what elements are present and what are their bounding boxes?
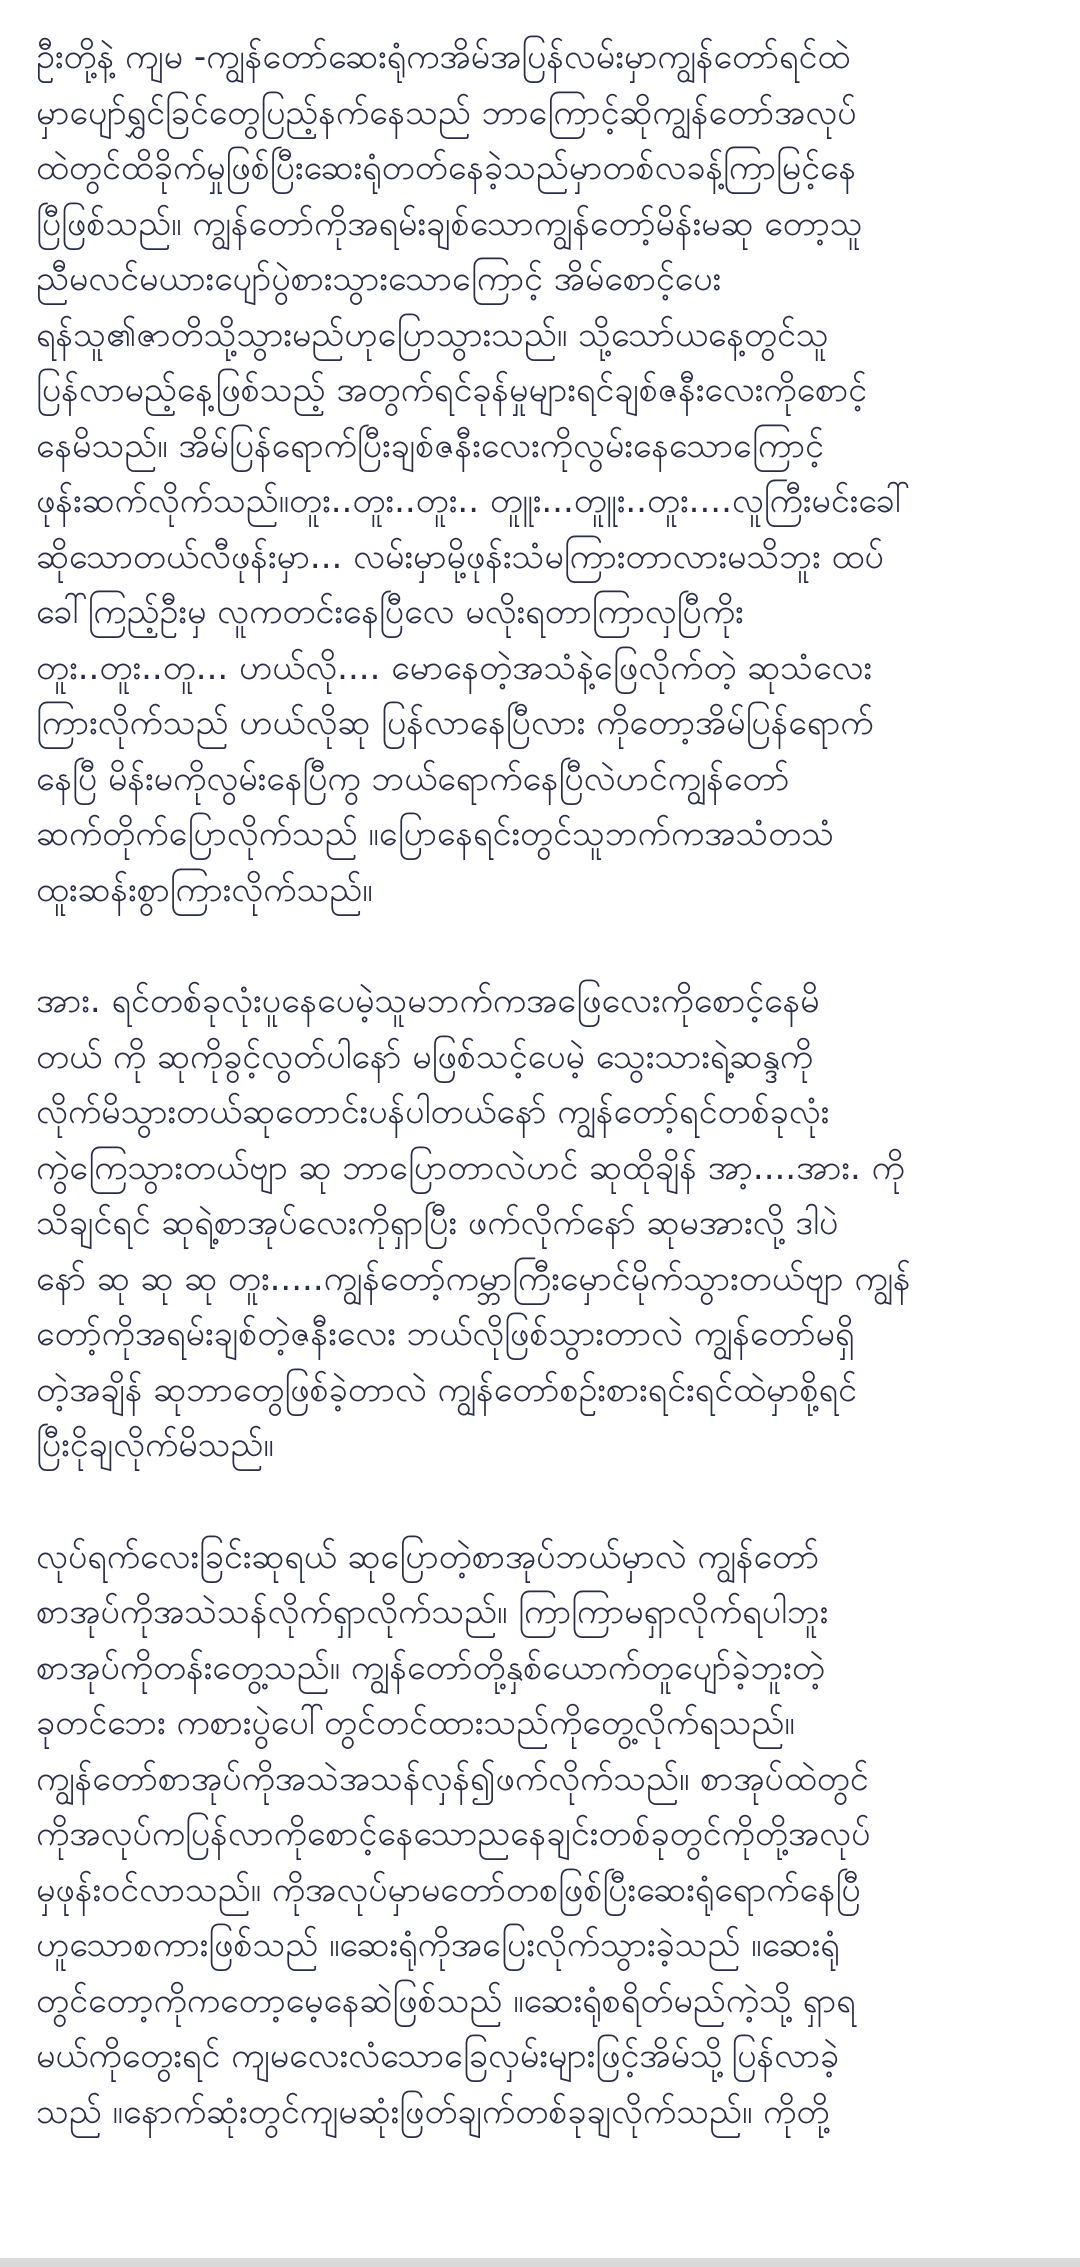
bottom-scroll-edge [0, 2258, 1080, 2267]
paragraph-2: အား. ရင်တစ်ခုလုံးပူနေပေမဲ့သူမဘက်ကအဖြေလေးကိုစောင့်နေမိ တယ် ကို ဆုကိုခွင့်လွတ်ပါနော် မဖြစ်သင့်ပေမဲ့ သွေးသားရဲ့ဆန္ဒကို လိုက်မိသွားတယ်ဆုတောင်းပန်ပါတယ်နော် ကျွန်တော့်ရင်တစ်ခုလုံး ကွဲကြေသွားတယ်ဗျာ ဆု ဘာပြောတာလဲဟင် ဆုထိုချိန် အာ့....အား. ကို သိချင်ရင် ဆုရဲ့စာအုပ်လေးကိုရှာပြီး ဖက်လိုက်နော် ဆုမအားလို့ ဒါပဲ နော် ဆု ဆု ဆု တူး.....ကျွန်တော့်ကမ္ဘာကြီးမှောင်မိုက်သွားတယ်ဗျာ ကျွန် တော့်ကိုအရမ်းချစ်တဲ့ဇနီးလေး ဘယ်လိုဖြစ်သွားတာလဲ ကျွန်တော်မရှိ တဲ့အချိန် ဆုဘာတွေဖြစ်ခဲ့တာလဲ ကျွန်တော်စဉ်းစားရင်းရင်ထဲမှာစို့ရင် ပြီးငိုချလိုက်မိသည်။ [36, 981, 911, 1465]
article-body [36, 30, 1050, 2196]
paragraph-1: ဦးတို့နဲ့ ကျမ -ကျွန်တော်ဆေးရုံကအိမ်အပြန်လမ်းမှာကျွန်တော်ရင်ထဲ မှာပျော်ရွှင်ခြင်တွေပြည့်နက်နေသည် ဘာကြောင့်ဆိုကျွန်တော်အလုပ် ထဲတွင်ထိခိုက်မှုဖြစ်ပြီးဆေးရုံတတ်နေခဲ့သည်မှာတစ်လခန့်ကြာမြင့်နေ ပြီဖြစ်သည်။ ကျွန်တော်ကိုအရမ်းချစ်သောကျွန်တော့်မိန်းမဆု တော့သူ ညီမလင်မယားပျော်ပွဲစားသွားသောကြောင့် အိမ်စောင့်ပေး ရန်သူ၏ဇာတိသို့သွားမည်ဟုပြောသွားသည်။ သို့သော်ယနေ့တွင်သူ ပြန်လာမည့်နေ့ဖြစ်သည့် အတွက်ရင်ခုန်မှုများရင်ချစ်ဇနီးလေးကိုစောင့် နေမိသည်။ အိမ်ပြန်ရောက်ပြီးချစ်ဇနီးလေးကိုလွမ်းနေသောကြောင့် ဖုန်းဆက်လိုက်သည်။တူး..တူး..တူး.. တူူး...တူူး..တူး....လူကြီးမင်းခေါ် ဆိုသောတယ်လီဖုန်းမှာ... လမ်းမှာမို့ဖုန်းသံမကြားတာလားမသိဘူး ထပ် ခေါ်ကြည့်ဦးမှ လူကတင်းနေပြီလေ မလိုးရတာကြာလှပြီကိုး တူး..တူး..တူ... ဟယ်လို.... မောနေတဲ့အသံနဲ့ဖြေလိုက်တဲ့ ဆုသံလေး ကြားလိုက်သည် ဟယ်လိုဆု ပြန်လာနေပြီလား ကိုတော့အိမ်ပြန်ရောက် နေပြီ မိန်းမကိုလွမ်းနေပြီကွ ဘယ်ရောက်နေပြီလဲဟင်ကျွန်တော် ဆက်တိုက်ပြောလိုက်သည် ။ပြောနေရင်းတွင်သူဘက်ကအသံတသံ ထူးဆန်းစွာကြားလိုက်သည်။ [36, 37, 910, 910]
paragraph-3: လုပ်ရက်လေးခြင်းဆုရယ် ဆုပြောတဲ့စာအုပ်ဘယ်မှာလဲ ကျွန်တော် စာအုပ်ကိုအသဲသန်လိုက်ရှာလိုက်သည်။ ကြာကြာမရှာလိုက်ရပါဘူး စာအုပ်ကိုတန်းတွေ့သည်။ ကျွန်တော်တို့နှစ်ယောက်တူပျော်ခဲ့ဘူးတဲ့ ခုတင်ဘေး ကစားပွဲပေါ်တွင်တင်ထားသည်ကိုတွေ့လိုက်ရသည်။ ကျွန်တော်စာအုပ်ကိုအသဲအသန်လှန်၍ဖက်လိုက်သည်။ စာအုပ်ထဲတွင် ကိုအလုပ်ကပြန်လာကိုစောင့်နေသောညနေချင်းတစ်ခုတွင်ကိုတို့အလုပ် မှဖုန်းဝင်လာသည်။ ကိုအလုပ်မှာမတော်တစဖြစ်ပြီးဆေးရုံရောက်နေပြီ ဟူသောစကားဖြစ်သည် ။ဆေးရုံကိုအပြေးလိုက်သွားခဲ့သည် ။ဆေးရုံ တွင်တော့ကိုကတော့မေ့နေဆဲဖြစ်သည် ။ဆေးရုံစရိတ်မည်ကဲ့သို့ ရှာရ မယ်ကိုတွေးရင် ကျမလေးလံသောခြေလှမ်းများဖြင့်အိမ်သို့ပြန်လာခဲ့ သည် ။နောက်ဆုံးတွင်ကျမဆုံးဖြတ်ချက်တစ်ခုချလိုက်သည်။ ကိုတို့ [36, 1536, 871, 2132]
